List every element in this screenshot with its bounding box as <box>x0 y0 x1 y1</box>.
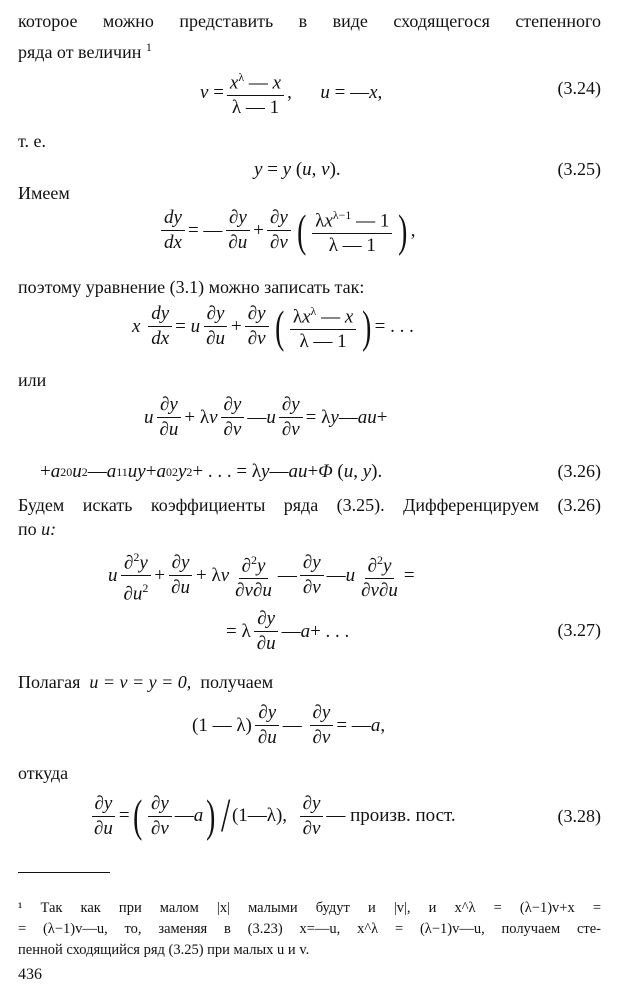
equation-number: (3.26) <box>557 461 601 481</box>
footnote-line: пенной сходящийся ряд (3.25) при малых u и v. <box>18 942 310 958</box>
paragraph-line: которое можно представить в виде сходящегося степенного <box>18 11 601 31</box>
equation-3-25: y = y ( u , v ). <box>254 159 341 180</box>
equation-3-28: $\frac{\partial y}{\partial u}$ = ( $\frac{\partial y}{\partial v}$ — a ) / (1—λ), $\frac{\partial y}{\partial v}$ — произв. пост. <box>88 792 456 840</box>
equation-3-24: v = $\frac{x^\lambda — x}{\lambda — 1}$ , u = — x , <box>200 66 382 119</box>
paragraph-text: ряда от величин <box>18 42 142 62</box>
paragraph-text: получаем <box>200 672 274 692</box>
equation-x-dy-dx: x $\frac{dy}{dx}$ = u $\frac{\partial y}{\partial u}$ + $\frac{\partial y}{\partial v}$ ( $\frac{\lambda x^\lambda — x}{\lambda — 1}$ ) = . . . <box>132 300 414 353</box>
equation-dy-dx: $\frac{dy}{dx}$ = — $\frac{\partial y}{\partial u}$ + $\frac{\partial y}{\partial v}$ ( $\frac{\lambda x^{\lambda-1} — 1}{\lambda — 1}$ ) , <box>158 204 416 257</box>
equation-number: (3.28) <box>557 806 601 826</box>
equation-number: (3.25) <box>557 159 601 179</box>
paragraph-line: Имеем <box>18 183 70 203</box>
variable-u: u: <box>41 519 57 539</box>
paragraph-line: Будем искать коэффициенты ряда (3.25). Дифференцируем (3.26) <box>18 495 601 515</box>
paragraph-line: откуда <box>18 763 69 783</box>
equation-3-26-line2: + a 20 u 2 — a 11 uy + a 02 y 2 + . . . = λ y — au + Φ ( u , y ). <box>40 461 383 482</box>
inline-math: u = v = y = 0, <box>89 672 192 692</box>
equation-3-27-line1: u $\frac{\partial^2y}{\partial u^2}$ + $\frac{\partial y}{\partial u}$ + λ v $\frac{\partial^2y}{\partial v\partial u}$ — $\frac{\partial y}{\partial v}$ — u $\frac{\partial^2y}{\partial v\partial u}$ = <box>108 546 415 606</box>
paragraph-line: т. е. <box>18 131 47 151</box>
paragraph-text: Полагая <box>18 672 81 692</box>
equation-3-26-line1: u $\frac{\partial y}{\partial u}$ + λ v $\frac{\partial y}{\partial v}$ — u $\frac{\partial y}{\partial v}$ = λ y — au + <box>144 394 388 440</box>
equation-1-minus-lambda: (1 — λ) $\frac{\partial y}{\partial u}$ — $\frac{\partial y}{\partial v}$ = — a , <box>192 702 386 748</box>
footnote-line: ¹ Так как при малом |x| малыми будут и |v|, и x^λ = (λ−1)v+x = <box>18 900 601 916</box>
paragraph-line: поэтому уравнение (3.1) можно записать так: <box>18 277 365 297</box>
equation-text: — произв. пост. <box>326 805 456 826</box>
footnote-line: = (λ−1)v—u, то, заменяя в (3.23) x=—u, x^λ = (λ−1)v—u, получаем сте- <box>18 921 601 937</box>
paragraph-line <box>18 36 152 63</box>
paragraph-line <box>18 518 56 540</box>
paragraph-text: по <box>18 519 37 539</box>
equation-3-27-line2: = λ $\frac{\partial y}{\partial u}$ — a + . . . <box>226 608 350 654</box>
footnote-divider <box>18 872 110 873</box>
paragraph-line: или <box>18 370 47 390</box>
paragraph-line <box>18 671 273 693</box>
page-number: 436 <box>18 966 42 983</box>
equation-number: (3.24) <box>557 78 601 98</box>
footnote-marker: 1 <box>145 40 152 54</box>
equation-number: (3.27) <box>557 620 601 640</box>
